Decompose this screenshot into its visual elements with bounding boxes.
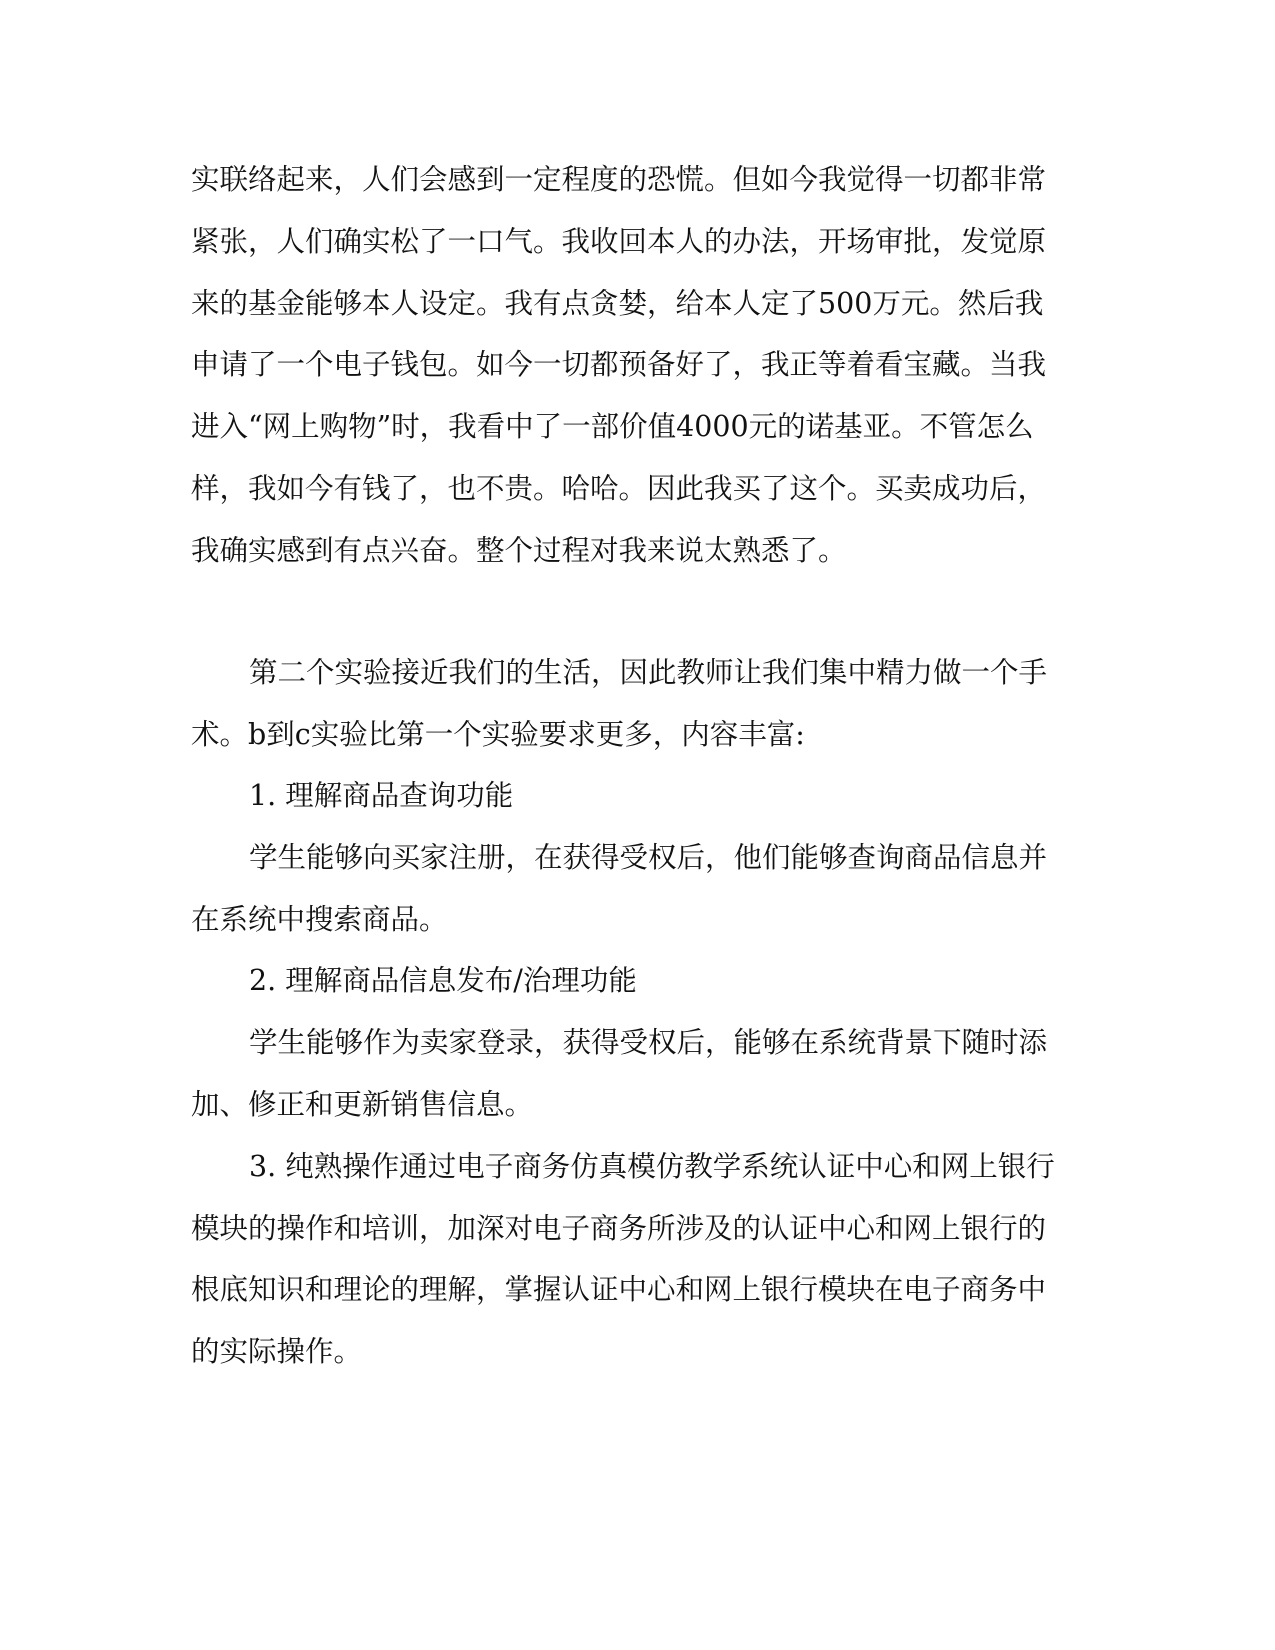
paragraph-1-line-2: 紧张，人们确实松了一口气。我收回本人的办法，开场审批，发觉原 (191, 225, 1047, 258)
item-2-line-1: 学生能够作为卖家登录，获得受权后，能够在系统背景下随时添 (249, 1026, 1048, 1059)
item-2-line-2: 加、修正和更新销售信息。 (191, 1088, 534, 1121)
paragraph-1-line-1: 实联络起来，人们会感到一定程度的恐慌。但如今我觉得一切都非常 (191, 163, 1047, 196)
item-3-line-4: 的实际操作。 (191, 1335, 363, 1368)
paragraph-1-line-4: 申请了一个电子钱包。如今一切都预备好了，我正等着看宝藏。当我 (191, 348, 1047, 381)
item-1-heading: 1. 理解商品查询功能 (249, 779, 514, 812)
paragraph-2-line-1: 第二个实验接近我们的生活，因此教师让我们集中精力做一个手 (249, 656, 1048, 689)
paragraph-2-line-2: 术。b到c实验比第一个实验要求更多，内容丰富: (191, 718, 805, 751)
item-3-line-3: 根底知识和理论的理解，掌握认证中心和网上银行模块在电子商务中 (191, 1273, 1047, 1306)
item-1-line-1: 学生能够向买家注册，在获得受权后，他们能够查询商品信息并 (249, 841, 1048, 874)
paragraph-1-line-7: 我确实感到有点兴奋。整个过程对我来说太熟悉了。 (191, 534, 847, 567)
paragraph-1-line-3: 来的基金能够本人设定。我有点贪婪，给本人定了500万元。然后我 (191, 287, 1044, 320)
item-3-line-1: 3. 纯熟操作通过电子商务仿真模仿教学系统认证中心和网上银行 (249, 1150, 1055, 1183)
item-3-line-2: 模块的操作和培训，加深对电子商务所涉及的认证中心和网上银行的 (191, 1212, 1047, 1245)
paragraph-1-line-5: 进入“网上购物”时，我看中了一部价值4000元的诺基亚。不管怎么 (191, 410, 1034, 443)
paragraph-1-line-6: 样，我如今有钱了，也不贵。哈哈。因此我买了这个。买卖成功后， (191, 472, 1047, 505)
item-1-line-2: 在系统中搜索商品。 (191, 903, 448, 936)
item-2-heading: 2. 理解商品信息发布/治理功能 (249, 964, 637, 997)
